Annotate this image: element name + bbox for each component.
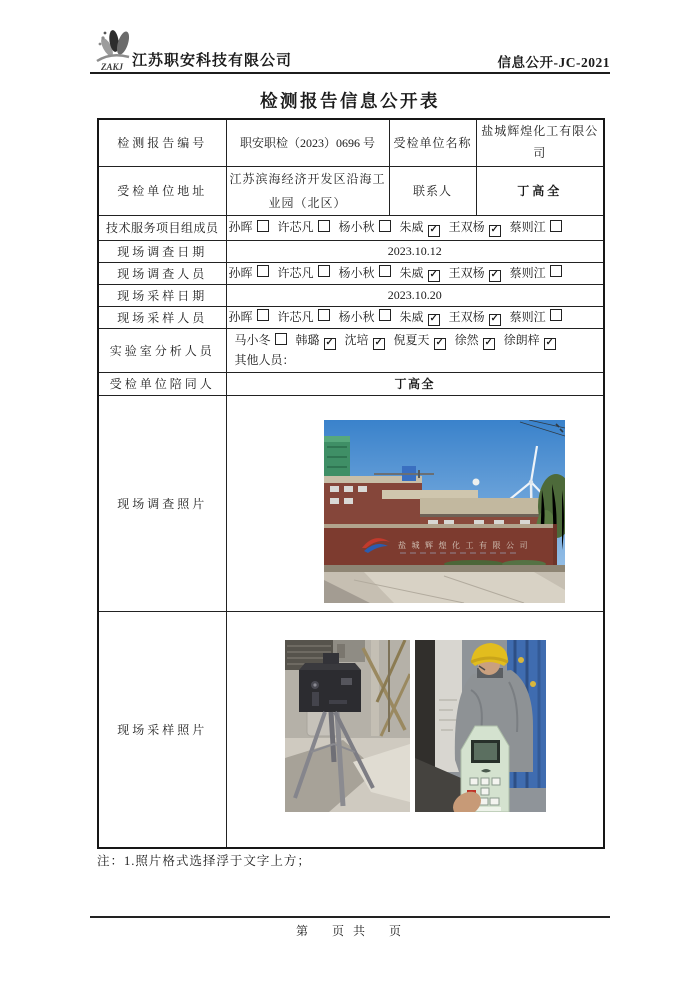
checkbox-checked-icon[interactable]: ✓ [373, 338, 385, 350]
unit-address-label: 受检单位地址 [98, 166, 226, 215]
page-number-text: 第 页 共 页 [295, 924, 404, 938]
staff-option [449, 220, 501, 234]
tech-team-label: 技术服务项目组成员 [98, 215, 226, 240]
sampling-photo-cell [226, 611, 604, 848]
unit-address-value: 江苏滨海经济开发区沿海工业园（北区） [226, 166, 389, 215]
staff-option [278, 310, 330, 324]
staff-option [235, 333, 287, 347]
company-name: 江苏职安科技有限公司 [132, 53, 293, 69]
sampling-photo-label: 现场采样照片 [98, 611, 226, 848]
page-title: 检测报告信息公开表 [260, 91, 440, 111]
report-no-value: 职安职检（2023）0696 号 [226, 119, 389, 166]
table-row [98, 262, 604, 284]
checkbox-unchecked-icon[interactable] [318, 309, 330, 321]
footer-divider [90, 916, 610, 918]
checkbox-checked-icon[interactable]: ✓ [489, 270, 501, 282]
staff-name: 朱威 [399, 265, 424, 280]
staff-name: 王双杨 [448, 220, 485, 235]
staff-option [296, 333, 336, 347]
staff-name: 杨小秋 [338, 220, 375, 235]
staff-name: 蔡则江 [509, 309, 546, 324]
sampling-staff-label: 现场采样人员 [98, 306, 226, 328]
table-row [98, 372, 604, 395]
checkbox-unchecked-icon[interactable] [257, 220, 269, 232]
checkbox-unchecked-icon[interactable] [318, 220, 330, 232]
staff-name: 杨小秋 [338, 309, 375, 324]
factory-wall-text: 盐城辉煌化工有限公司 [397, 540, 533, 550]
staff-name: 王双杨 [448, 309, 485, 324]
checkbox-checked-icon[interactable]: ✓ [428, 225, 440, 237]
table-row [98, 215, 604, 240]
staff-name: 徐朗梓 [503, 333, 540, 347]
survey-photo-image [324, 420, 565, 603]
staff-name: 韩璐 [295, 333, 320, 347]
staff-name: 朱威 [399, 309, 424, 324]
document-code: 信息公开-JC-2021 [497, 55, 610, 70]
staff-option [400, 220, 440, 234]
staff-name: 王双杨 [448, 265, 485, 280]
survey-staff-label: 现场调查人员 [98, 262, 226, 284]
staff-option [510, 220, 562, 234]
checkbox-unchecked-icon[interactable] [275, 333, 287, 345]
survey-date-value: 2023.10.12 [226, 240, 604, 262]
sampling-date-label: 现场采样日期 [98, 284, 226, 306]
staff-option [504, 333, 556, 347]
staff-option [339, 220, 391, 234]
report-info-table [97, 118, 605, 849]
staff-option [455, 333, 495, 347]
staff-name: 马小冬 [234, 333, 271, 347]
staff-option [278, 266, 330, 280]
checkbox-checked-icon[interactable]: ✓ [544, 338, 556, 350]
worker-meter-photo [415, 640, 546, 812]
sampler-tripod-photo [285, 640, 410, 812]
staff-name: 孙晖 [228, 265, 253, 280]
checkbox-checked-icon[interactable]: ✓ [324, 338, 336, 350]
table-row [98, 306, 604, 328]
staff-name: 朱威 [399, 220, 424, 235]
table-row [98, 284, 604, 306]
staff-option [229, 266, 269, 280]
staff-option [229, 220, 269, 234]
unit-name-label: 受检单位名称 [389, 119, 476, 166]
checkbox-unchecked-icon[interactable] [379, 309, 391, 321]
checkbox-checked-icon[interactable]: ✓ [489, 225, 501, 237]
checkbox-unchecked-icon[interactable] [257, 265, 269, 277]
lab-staff-label: 实验室分析人员 [98, 328, 226, 372]
checkbox-checked-icon[interactable]: ✓ [428, 270, 440, 282]
staff-option [400, 266, 440, 280]
escort-label: 受检单位陪同人 [98, 372, 226, 395]
checkbox-unchecked-icon[interactable] [379, 220, 391, 232]
escort-value: 丁高全 [226, 372, 604, 395]
staff-option [339, 266, 391, 280]
contact-label: 联系人 [389, 166, 476, 215]
checkbox-unchecked-icon[interactable] [550, 265, 562, 277]
table-row [98, 611, 604, 848]
footnote: 注：1.照片格式选择浮于文字上方； [97, 854, 311, 868]
checkbox-checked-icon[interactable]: ✓ [428, 314, 440, 326]
table-row [98, 119, 604, 166]
staff-name: 孙晖 [228, 220, 253, 235]
staff-option [229, 310, 269, 324]
checkbox-unchecked-icon[interactable] [379, 265, 391, 277]
svg-text:ZAKJ: ZAKJ [101, 62, 124, 72]
table-row [98, 328, 604, 372]
staff-name: 沈培 [344, 333, 369, 347]
staff-option [400, 310, 440, 324]
tech-team-members [226, 215, 604, 240]
header-divider [90, 72, 610, 74]
checkbox-checked-icon[interactable]: ✓ [483, 338, 495, 350]
staff-name: 杨小秋 [338, 265, 375, 280]
staff-option [394, 333, 446, 347]
staff-option [449, 266, 501, 280]
staff-name: 许芯凡 [277, 265, 314, 280]
lab-staff-members [229, 330, 602, 350]
staff-name: 蔡则江 [509, 265, 546, 280]
sampling-date-value: 2023.10.20 [226, 284, 604, 306]
survey-photo-cell [226, 395, 604, 611]
checkbox-checked-icon[interactable]: ✓ [489, 314, 501, 326]
staff-name: 许芯凡 [277, 220, 314, 235]
checkbox-unchecked-icon[interactable] [550, 309, 562, 321]
sampling-photo-images [285, 640, 602, 812]
lab-staff-cell [226, 328, 604, 372]
staff-option [510, 310, 562, 324]
contact-value: 丁高全 [476, 166, 604, 215]
staff-name: 徐然 [454, 333, 479, 347]
checkbox-unchecked-icon[interactable] [318, 265, 330, 277]
table-row [98, 395, 604, 611]
staff-option [345, 333, 385, 347]
checkbox-unchecked-icon[interactable] [550, 220, 562, 232]
table-row [98, 166, 604, 215]
checkbox-unchecked-icon[interactable] [257, 309, 269, 321]
staff-name: 倪夏天 [393, 333, 430, 347]
other-staff-label: 其他人员： [234, 353, 295, 367]
unit-name-value: 盐城辉煌化工有限公司 [476, 119, 604, 166]
staff-option [278, 220, 330, 234]
report-no-label: 检测报告编号 [98, 119, 226, 166]
page-header [90, 26, 610, 76]
staff-option [339, 310, 391, 324]
checkbox-checked-icon[interactable]: ✓ [434, 338, 446, 350]
survey-staff-members [226, 262, 604, 284]
staff-name: 蔡则江 [509, 220, 546, 235]
table-row [98, 240, 604, 262]
staff-option [510, 266, 562, 280]
staff-name: 许芯凡 [277, 309, 314, 324]
survey-photo-label: 现场调查照片 [98, 395, 226, 611]
staff-option [449, 310, 501, 324]
survey-date-label: 现场调查日期 [98, 240, 226, 262]
sampling-staff-members [226, 306, 604, 328]
staff-name: 孙晖 [228, 309, 253, 324]
